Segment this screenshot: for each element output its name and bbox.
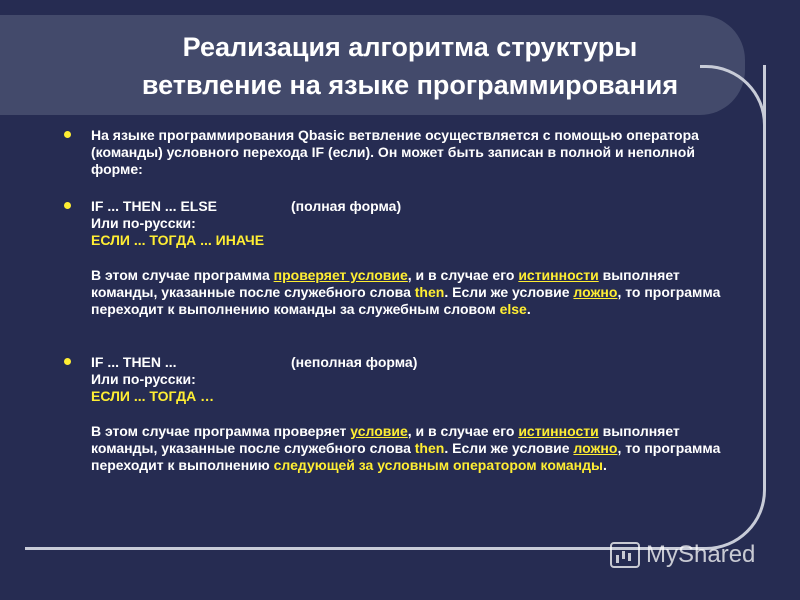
full-form-label: (полная форма) [291, 198, 402, 214]
partial-form-ru-label: Или по-русски: [91, 371, 196, 387]
desc-text: , то программа переходит к выполнению команды за служебным словом [91, 284, 721, 317]
desc-keyword: then [414, 284, 445, 300]
partial-form-description [91, 423, 744, 474]
desc-text: , и в случае его [407, 267, 519, 283]
partial-form-ru-syntax: ЕСЛИ ... ТОГДА … [91, 388, 215, 404]
desc-text: . [602, 457, 607, 473]
desc-keyword: else [499, 301, 527, 317]
desc-text: , и в случае его [407, 423, 519, 439]
partial-form-label: (неполная форма) [291, 354, 418, 370]
desc-text: , то программа переходит к выполнению [91, 440, 721, 473]
desc-keyword: следующей за условным оператором команды [273, 457, 603, 473]
desc-highlight: ложно [573, 284, 618, 300]
desc-text: . Если же условие [444, 284, 574, 300]
bullet-icon [64, 358, 71, 365]
full-form-ru-label: Или по-русски: [91, 215, 196, 231]
intro-paragraph [64, 127, 744, 178]
full-form-description [91, 267, 744, 318]
desc-highlight: проверяет условие [273, 267, 408, 283]
desc-keyword: then [414, 440, 445, 456]
title-line-2: ветвление на языке программирования [141, 70, 679, 100]
full-form-section [64, 198, 744, 318]
desc-text: В этом случае программа проверяет [91, 423, 351, 439]
bullet-icon [64, 202, 71, 209]
desc-highlight: истинности [518, 423, 599, 439]
desc-highlight: условие [350, 423, 408, 439]
desc-highlight: ложно [573, 440, 618, 456]
watermark-text: MyShared [646, 541, 756, 568]
desc-text: выполняет команды, указанные после служебного слова [91, 267, 680, 300]
title-line-1: Реализация алгоритма структуры [182, 32, 638, 62]
bullet-icon [64, 131, 71, 138]
intro-text: На языке программирования Qbasic ветвление осуществляется с помощью оператора (команды) условного перехода IF (если). Он может быть записан в полной и неполной форме: [91, 127, 699, 177]
desc-text: . [526, 301, 531, 317]
partial-form-syntax: IF ... THEN ... [91, 354, 177, 370]
myshared-logo[interactable] [610, 540, 755, 570]
full-form-header [91, 198, 744, 215]
desc-text: В этом случае программа [91, 267, 274, 283]
desc-text: выполняет команды, указанные после служебного слова [91, 423, 680, 456]
chart-board-icon [610, 542, 640, 568]
full-form-ru-syntax: ЕСЛИ ... ТОГДА ... ИНАЧЕ [91, 232, 265, 248]
full-form-syntax: IF ... THEN ... ELSE [91, 198, 218, 214]
partial-form-header [91, 354, 744, 371]
slide-content [64, 127, 744, 474]
partial-form-section [64, 354, 744, 474]
desc-highlight: истинности [518, 267, 599, 283]
desc-text: . Если же условие [444, 440, 574, 456]
